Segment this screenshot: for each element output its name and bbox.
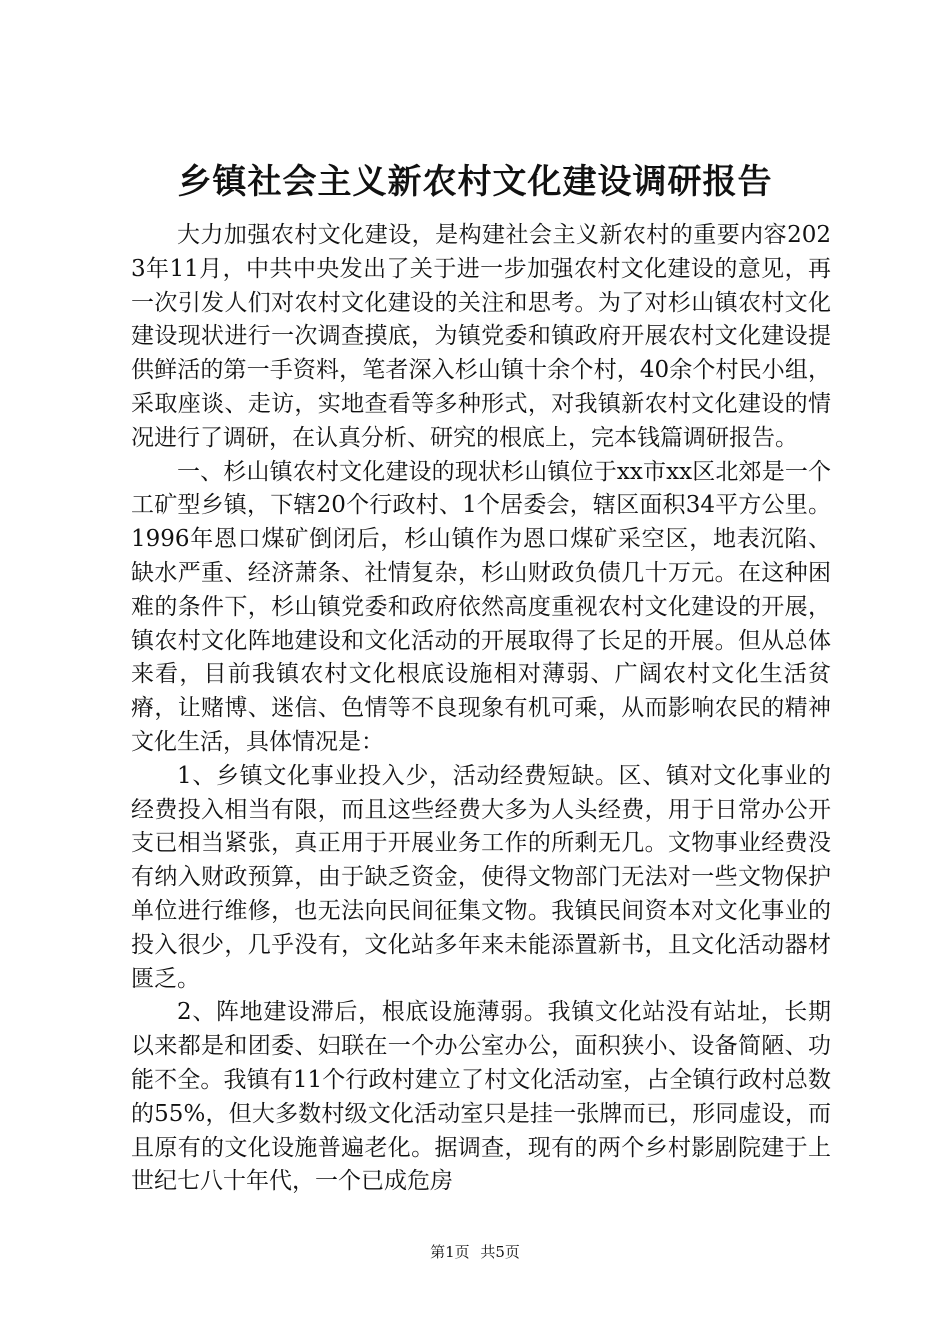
paragraph-intro: 大力加强农村文化建设，是构建社会主义新农村的重要内容2023年11月，中共中央发出了关于进一步加强农村文化建设的意见，再一次引发人们对农村文化建设的关注和思考。为了对杉山镇农村文化建设现状进行一次调查摸底，为镇党委和镇政府开展农村文化建设提供鲜活的第一手资料，笔者深入杉山镇十余个村，40余个村民小组，采取座谈、走访，实地查看等多种形式，对我镇新农村文化建设的情况进行了调研，在认真分析、研究的根底上，完本钱篇调研报告。 (131, 222, 831, 451)
page-number: 第1页 (430, 1243, 470, 1261)
paragraph-section-1: 一、杉山镇农村文化建设的现状杉山镇位于xx市xx区北郊是一个工矿型乡镇，下辖20个行政村、1个居委会，辖区面积34平方公里。1996年恩口煤矿倒闭后，杉山镇作为恩口煤矿采空区，地表沉陷、缺水严重、经济萧条、社情复杂，杉山财政负债几十万元。在这种困难的条件下，杉山镇党委和政府依然高度重视农村文化建设的开展，镇农村文化阵地建设和文化活动的开展取得了长足的开展。但从总体来看，目前我镇农村文化根底设施相对薄弱、广阔农村文化生活贫瘠，让赌博、迷信、色情等不良现象有机可乘，从而影响农民的精神文化生活，具体情况是： (131, 458, 831, 755)
document-body (131, 219, 831, 1199)
paragraph-item-2: 2、阵地建设滞后，根底设施薄弱。我镇文化站没有站址，长期以来都是和团委、妇联在一个办公室办公，面积狭小、设备简陋、功能不全。我镇有11个行政村建立了村文化活动室，占全镇行政村总数的55%，但大多数村级文化活动室只是挂一张牌而已，形同虚设，而且原有的文化设施普遍老化。据调查，现有的两个乡村影剧院建于上世纪七八十年代，一个已成危房 (131, 999, 831, 1195)
document-title: 乡镇社会主义新农村文化建设调研报告 (177, 162, 773, 202)
page-footer (0, 1242, 950, 1262)
page-total: 共5页 (480, 1243, 520, 1261)
paragraph-item-1: 1、乡镇文化事业投入少，活动经费短缺。区、镇对文化事业的经费投入相当有限，而且这些经费大多为人头经费，用于日常办公开支已相当紧张，真正用于开展业务工作的所剩无几。文物事业经费没有纳入财政预算，由于缺乏资金，使得文物部门无法对一些文物保护单位进行维修，也无法向民间征集文物。我镇民间资本对文化事业的投入很少，几乎没有，文化站多年来未能添置新书，且文化活动器材匮乏。 (131, 762, 831, 992)
